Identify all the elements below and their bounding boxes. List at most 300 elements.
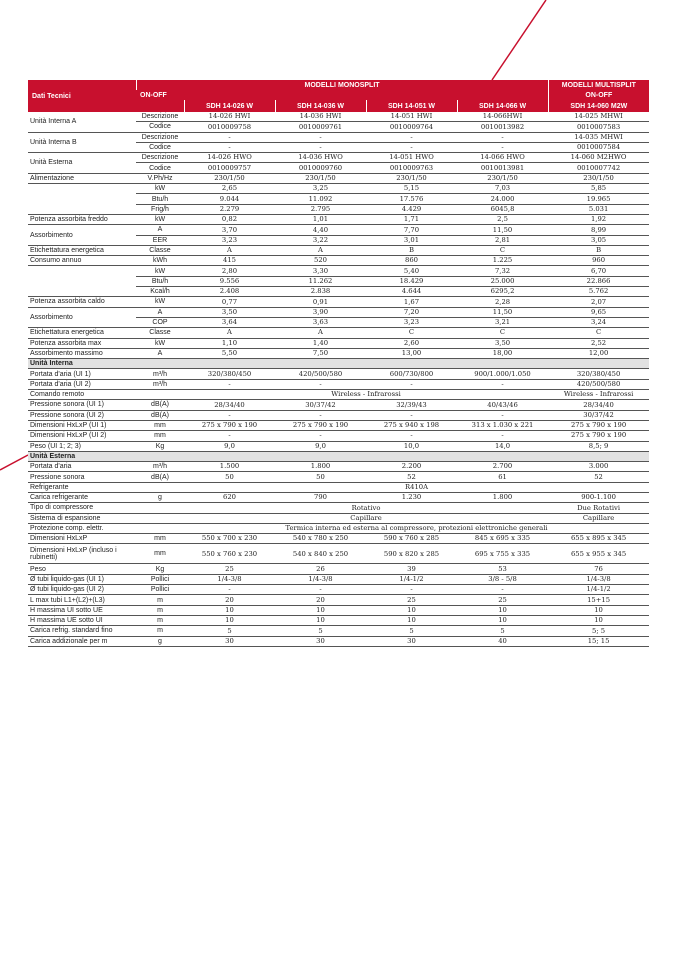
row-value: Termica interna ed esterna al compressore, protezioni elettroniche generali xyxy=(184,523,649,533)
row-value: - xyxy=(457,379,548,389)
row-value: 9,0 xyxy=(184,441,275,451)
row-value: 3,21 xyxy=(457,317,548,327)
row-value: 2.838 xyxy=(275,287,366,297)
row-value: 1/4-3/8 xyxy=(184,574,275,584)
row-value: 790 xyxy=(275,492,366,502)
row-value: 15+15 xyxy=(548,595,649,605)
row-value: 30/37/42 xyxy=(275,400,366,410)
row-value: 590 x 820 x 285 xyxy=(366,544,457,564)
row-value: - xyxy=(366,379,457,389)
row-label: Portata d'aria (UI 1) xyxy=(28,369,136,379)
row-value: 11,50 xyxy=(457,307,548,317)
row-value: Capillare xyxy=(184,513,548,523)
row-value: 9.044 xyxy=(184,194,275,204)
row-value: 0,82 xyxy=(184,214,275,224)
row-unit xyxy=(136,482,184,492)
units-column-header xyxy=(136,100,184,112)
row-value: 230/1/50 xyxy=(184,173,275,183)
row-unit: EER xyxy=(136,235,184,245)
row-value: - xyxy=(184,431,275,441)
row-unit: m³/h xyxy=(136,379,184,389)
row-value: 9.556 xyxy=(184,276,275,286)
row-value: 20 xyxy=(184,595,275,605)
spec-row xyxy=(28,225,649,235)
row-label: Portata d'aria (UI 2) xyxy=(28,379,136,389)
row-value: - xyxy=(184,379,275,389)
section-header-row xyxy=(28,359,649,369)
row-value: 10 xyxy=(366,605,457,615)
row-value: 52 xyxy=(548,472,649,482)
row-label: Protezione comp. elettr. xyxy=(28,523,136,533)
row-value: Rotativo xyxy=(184,503,548,513)
row-unit: Descrizione xyxy=(136,132,184,142)
row-value: 7,70 xyxy=(366,225,457,235)
row-value: 540 x 840 x 250 xyxy=(275,544,366,564)
row-unit: kW xyxy=(136,297,184,307)
row-value: 420/500/580 xyxy=(275,369,366,379)
row-value: 1,71 xyxy=(366,214,457,224)
row-unit: g xyxy=(136,492,184,502)
row-value: 2.795 xyxy=(275,204,366,214)
row-unit: V.Ph/Hz xyxy=(136,173,184,183)
row-value: 5; 5 xyxy=(548,626,649,636)
row-unit: Kcal/h xyxy=(136,287,184,297)
row-value: C xyxy=(366,328,457,338)
row-value: 1/4-1/2 xyxy=(366,574,457,584)
row-value: 14-066HWI xyxy=(457,112,548,122)
row-value: C xyxy=(457,328,548,338)
row-value: 28/34/40 xyxy=(548,400,649,410)
row-value: 5,15 xyxy=(366,184,457,194)
row-value: 50 xyxy=(184,472,275,482)
spec-row xyxy=(28,503,649,513)
row-value: Due Rotativi xyxy=(548,503,649,513)
row-value: 30 xyxy=(366,636,457,646)
row-value: 1/4-3/8 xyxy=(275,574,366,584)
row-value: 320/380/450 xyxy=(184,369,275,379)
row-label: Portata d'aria xyxy=(28,462,136,472)
spec-row xyxy=(28,523,649,533)
row-unit: Classe xyxy=(136,245,184,255)
row-value: R410A xyxy=(184,482,649,492)
row-value: 14-026 HWI xyxy=(184,112,275,122)
row-value: 275 x 790 x 190 xyxy=(184,420,275,430)
row-value: 26 xyxy=(275,564,366,574)
row-value: 14-051 HWO xyxy=(366,153,457,163)
row-value: 19.965 xyxy=(548,194,649,204)
row-value: - xyxy=(275,431,366,441)
spec-row xyxy=(28,112,649,122)
spec-row xyxy=(28,184,649,194)
row-value: 25 xyxy=(184,564,275,574)
row-label: Etichettatura energetica xyxy=(28,328,136,338)
row-value: 230/1/50 xyxy=(275,173,366,183)
row-value: - xyxy=(184,132,275,142)
row-value: 3/8 - 5/8 xyxy=(457,574,548,584)
row-label: Dimensioni HxLxP (UI 2) xyxy=(28,431,136,441)
row-value: 61 xyxy=(457,472,548,482)
spec-row xyxy=(28,636,649,646)
row-value: 18,00 xyxy=(457,348,548,358)
row-label: Potenza assorbita freddo xyxy=(28,214,136,224)
row-value: 5.031 xyxy=(548,204,649,214)
row-label: Peso xyxy=(28,564,136,574)
row-unit: Descrizione xyxy=(136,112,184,122)
spec-row xyxy=(28,544,649,564)
spec-row xyxy=(28,390,649,400)
row-value: - xyxy=(275,142,366,152)
row-value: 24.000 xyxy=(457,194,548,204)
spec-row xyxy=(28,441,649,451)
row-value: 1.800 xyxy=(457,492,548,502)
row-value: 320/380/450 xyxy=(548,369,649,379)
row-value: C xyxy=(457,245,548,255)
row-value: - xyxy=(366,132,457,142)
spec-row xyxy=(28,348,649,358)
row-unit: m³/h xyxy=(136,462,184,472)
row-value: 11,50 xyxy=(457,225,548,235)
row-value: 5,40 xyxy=(366,266,457,276)
row-value: 10 xyxy=(548,605,649,615)
row-value: 40 xyxy=(457,636,548,646)
row-value: 1.500 xyxy=(184,462,275,472)
row-value: 4.429 xyxy=(366,204,457,214)
row-value: 540 x 780 x 250 xyxy=(275,534,366,544)
row-value: 900/1.000/1.050 xyxy=(457,369,548,379)
monosplit-subtitle: ON-OFF xyxy=(136,90,548,100)
row-value: 14-066 HWO xyxy=(457,153,548,163)
row-value: 0010009763 xyxy=(366,163,457,173)
row-label: Etichettatura energetica xyxy=(28,245,136,255)
row-unit: kWh xyxy=(136,256,184,266)
row-value: - xyxy=(366,142,457,152)
row-value: 13,00 xyxy=(366,348,457,358)
row-value: 0010009757 xyxy=(184,163,275,173)
header-row-title xyxy=(28,80,649,90)
spec-row xyxy=(28,595,649,605)
row-unit: m xyxy=(136,626,184,636)
row-value: 2.279 xyxy=(184,204,275,214)
row-value: 275 x 790 x 190 xyxy=(548,431,649,441)
row-label: Carica refrigerante xyxy=(28,492,136,502)
row-value: 10 xyxy=(548,615,649,625)
spec-row xyxy=(28,420,649,430)
row-value: 1,67 xyxy=(366,297,457,307)
row-value: 275 x 790 x 190 xyxy=(548,420,649,430)
row-label: Ø tubi liquido-gas (UI 1) xyxy=(28,574,136,584)
row-value: 275 x 790 x 190 xyxy=(275,420,366,430)
row-value: 7,32 xyxy=(457,266,548,276)
row-value: A xyxy=(184,245,275,255)
spec-row xyxy=(28,307,649,317)
row-value: 10 xyxy=(457,605,548,615)
row-value: 8,5; 9 xyxy=(548,441,649,451)
row-value: - xyxy=(275,585,366,595)
row-value: 900-1.100 xyxy=(548,492,649,502)
row-value: 3,50 xyxy=(457,338,548,348)
row-value: 40/43/46 xyxy=(457,400,548,410)
row-unit xyxy=(136,503,184,513)
row-value: - xyxy=(184,585,275,595)
spec-row xyxy=(28,400,649,410)
row-unit: m³/h xyxy=(136,369,184,379)
row-unit: Kg xyxy=(136,564,184,574)
row-label: Carica refrig. standard fino xyxy=(28,626,136,636)
row-value: 7,50 xyxy=(275,348,366,358)
row-value: 50 xyxy=(275,472,366,482)
row-unit: A xyxy=(136,307,184,317)
row-label: Sistema di espansione xyxy=(28,513,136,523)
row-unit: Kg xyxy=(136,441,184,451)
row-value: 14,0 xyxy=(457,441,548,451)
spec-row xyxy=(28,626,649,636)
row-value: 0010007742 xyxy=(548,163,649,173)
row-label: Potenza assorbita max xyxy=(28,338,136,348)
row-value: Wireless - Infrarossi xyxy=(184,390,548,400)
row-value: 1,40 xyxy=(275,338,366,348)
row-value: 1,10 xyxy=(184,338,275,348)
row-unit xyxy=(136,523,184,533)
row-value: 3,01 xyxy=(366,235,457,245)
row-unit: COP xyxy=(136,317,184,327)
technical-data-table xyxy=(28,80,649,647)
row-value: 0010009760 xyxy=(275,163,366,173)
row-value: 1/4-3/8 xyxy=(548,574,649,584)
row-unit: g xyxy=(136,636,184,646)
row-value: 14-036 HWO xyxy=(275,153,366,163)
row-value: 6,70 xyxy=(548,266,649,276)
row-value: 3,50 xyxy=(184,307,275,317)
row-unit: kW xyxy=(136,214,184,224)
row-value: 3,23 xyxy=(366,317,457,327)
row-label: Dimensioni HxLxP (UI 1) xyxy=(28,420,136,430)
dati-tecnici-label: Dati Tecnici xyxy=(28,80,136,112)
row-label: H massima UI sotto UE xyxy=(28,605,136,615)
row-value: 4.644 xyxy=(366,287,457,297)
row-label: Pressione sonora xyxy=(28,472,136,482)
row-value: 415 xyxy=(184,256,275,266)
row-value: 5 xyxy=(366,626,457,636)
row-value: A xyxy=(184,328,275,338)
row-value: 39 xyxy=(366,564,457,574)
row-label: Potenza assorbita caldo xyxy=(28,297,136,307)
row-value: - xyxy=(184,410,275,420)
row-value: - xyxy=(275,132,366,142)
row-unit: dB(A) xyxy=(136,410,184,420)
row-unit: kW xyxy=(136,338,184,348)
row-value: 28/34/40 xyxy=(184,400,275,410)
model-header: SDH 14-051 W xyxy=(366,100,457,112)
row-label: L max tubi L1+(L2)+(L3) xyxy=(28,595,136,605)
row-value: 655 x 895 x 345 xyxy=(548,534,649,544)
row-label: Carica addizionale per m xyxy=(28,636,136,646)
row-value: 10,0 xyxy=(366,441,457,451)
row-value: 0,91 xyxy=(275,297,366,307)
row-value: 2.200 xyxy=(366,462,457,472)
row-value: 0010009758 xyxy=(184,122,275,132)
row-value: 695 x 755 x 335 xyxy=(457,544,548,564)
spec-row xyxy=(28,492,649,502)
row-value: 5 xyxy=(184,626,275,636)
section-title: Unità Interna xyxy=(28,359,649,369)
model-header: SDH 14-060 M2W xyxy=(548,100,649,112)
section-title: Unità Esterna xyxy=(28,451,649,461)
row-value: 7,03 xyxy=(457,184,548,194)
spec-row xyxy=(28,132,649,142)
row-unit: kW xyxy=(136,184,184,194)
row-value: 420/500/580 xyxy=(548,379,649,389)
row-unit: Descrizione xyxy=(136,153,184,163)
row-value: - xyxy=(275,410,366,420)
row-value: 2,80 xyxy=(184,266,275,276)
row-label xyxy=(28,266,136,297)
row-value: 275 x 940 x 198 xyxy=(366,420,457,430)
row-value: 550 x 700 x 230 xyxy=(184,534,275,544)
row-value: 0,77 xyxy=(184,297,275,307)
row-value: 12,00 xyxy=(548,348,649,358)
row-value: - xyxy=(275,379,366,389)
row-label: Alimentazione xyxy=(28,173,136,183)
spec-row xyxy=(28,472,649,482)
row-value: 3,05 xyxy=(548,235,649,245)
row-value: 5 xyxy=(457,626,548,636)
row-unit: A xyxy=(136,348,184,358)
row-value: 3,63 xyxy=(275,317,366,327)
row-label: Pressione sonora (UI 1) xyxy=(28,400,136,410)
row-value: 1,01 xyxy=(275,214,366,224)
row-value: 52 xyxy=(366,472,457,482)
row-value: 0010007584 xyxy=(548,142,649,152)
spec-row xyxy=(28,297,649,307)
row-label: Pressione sonora (UI 2) xyxy=(28,410,136,420)
row-value: 17.576 xyxy=(366,194,457,204)
row-value: - xyxy=(457,410,548,420)
row-value: 14-035 MHWI xyxy=(548,132,649,142)
row-unit: Pollici xyxy=(136,574,184,584)
row-unit xyxy=(136,513,184,523)
row-value: 30 xyxy=(275,636,366,646)
row-value: 1.230 xyxy=(366,492,457,502)
row-value: - xyxy=(366,585,457,595)
row-value: 230/1/50 xyxy=(548,173,649,183)
row-value: 25.000 xyxy=(457,276,548,286)
row-value: - xyxy=(457,142,548,152)
row-unit: Frig/h xyxy=(136,204,184,214)
row-value: 960 xyxy=(548,256,649,266)
row-value: 5,85 xyxy=(548,184,649,194)
row-value: 0010007583 xyxy=(548,122,649,132)
row-value: 3,24 xyxy=(548,317,649,327)
row-value: 25 xyxy=(366,595,457,605)
row-value: 3,22 xyxy=(275,235,366,245)
row-value: 14-060 M2HWO xyxy=(548,153,649,163)
row-label: Unità Esterna xyxy=(28,153,136,174)
row-unit: kW xyxy=(136,266,184,276)
row-value: 4,40 xyxy=(275,225,366,235)
row-label: Assorbimento xyxy=(28,225,136,246)
row-value: 5 xyxy=(275,626,366,636)
row-unit: Pollici xyxy=(136,585,184,595)
spec-row xyxy=(28,410,649,420)
row-unit: Btu/h xyxy=(136,276,184,286)
row-label: Refrigerante xyxy=(28,482,136,492)
row-value: 230/1/50 xyxy=(366,173,457,183)
row-value: - xyxy=(457,431,548,441)
row-unit: mm xyxy=(136,420,184,430)
row-label: Peso (UI 1; 2; 3) xyxy=(28,441,136,451)
spec-row xyxy=(28,214,649,224)
row-value: 1.225 xyxy=(457,256,548,266)
row-value: 8,99 xyxy=(548,225,649,235)
row-value: 0010013981 xyxy=(457,163,548,173)
row-value: 22.866 xyxy=(548,276,649,286)
spec-row xyxy=(28,431,649,441)
row-value: 9,0 xyxy=(275,441,366,451)
row-label: Comando remoto xyxy=(28,390,136,400)
row-value: 20 xyxy=(275,595,366,605)
row-unit: mm xyxy=(136,431,184,441)
model-header: SDH 14-026 W xyxy=(184,100,275,112)
row-value: 30/37/42 xyxy=(548,410,649,420)
row-unit: dB(A) xyxy=(136,472,184,482)
row-label: Tipo di compressore xyxy=(28,503,136,513)
row-unit: Codice xyxy=(136,163,184,173)
model-header: SDH 14-036 W xyxy=(275,100,366,112)
row-value: 9,65 xyxy=(548,307,649,317)
row-unit: A xyxy=(136,225,184,235)
row-unit: m xyxy=(136,605,184,615)
row-unit: m xyxy=(136,595,184,605)
row-value: 10 xyxy=(184,615,275,625)
row-unit xyxy=(136,390,184,400)
row-value: 1,92 xyxy=(548,214,649,224)
row-value: C xyxy=(548,328,649,338)
row-unit: Codice xyxy=(136,122,184,132)
row-value: 10 xyxy=(457,615,548,625)
row-value: 230/1/50 xyxy=(457,173,548,183)
row-label: Consumo annuo xyxy=(28,256,136,266)
spec-row xyxy=(28,173,649,183)
spec-row xyxy=(28,513,649,523)
row-value: 14-025 MHWI xyxy=(548,112,649,122)
row-label: Dimensioni HxLxP xyxy=(28,534,136,544)
row-value: 2,81 xyxy=(457,235,548,245)
row-label: Assorbimento xyxy=(28,307,136,328)
spec-row xyxy=(28,534,649,544)
row-value: 2,60 xyxy=(366,338,457,348)
spec-row xyxy=(28,564,649,574)
row-value: - xyxy=(457,585,548,595)
row-value: 1.800 xyxy=(275,462,366,472)
row-value: 11.092 xyxy=(275,194,366,204)
row-value: B xyxy=(548,245,649,255)
row-value: 2,5 xyxy=(457,214,548,224)
row-value: 3,30 xyxy=(275,266,366,276)
multisplit-subtitle: ON-OFF xyxy=(548,90,649,100)
row-unit: m xyxy=(136,615,184,625)
row-value: 3.000 xyxy=(548,462,649,472)
row-value: 3,23 xyxy=(184,235,275,245)
row-value: 15; 15 xyxy=(548,636,649,646)
row-value: 0010009764 xyxy=(366,122,457,132)
row-value: 2,07 xyxy=(548,297,649,307)
spec-row xyxy=(28,462,649,472)
spec-row xyxy=(28,369,649,379)
technical-data-body xyxy=(28,112,649,646)
row-value: - xyxy=(366,410,457,420)
row-value: 14-036 HWI xyxy=(275,112,366,122)
spec-row xyxy=(28,585,649,595)
